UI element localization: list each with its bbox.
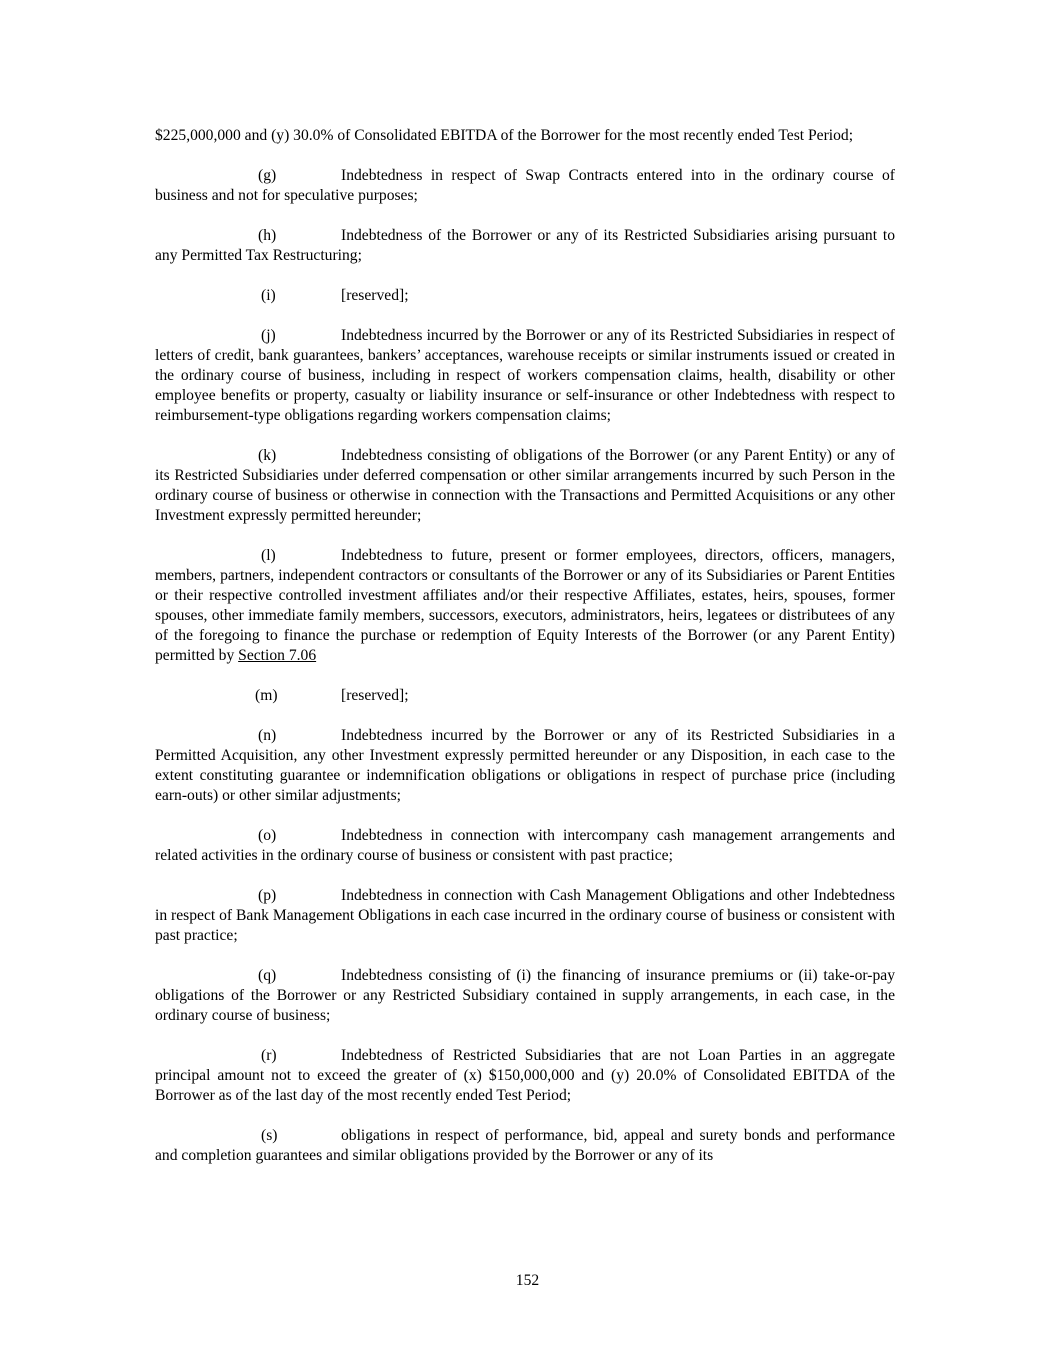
clause-label: (k) <box>258 447 277 464</box>
clause-q <box>155 966 895 1026</box>
clause-n <box>155 726 895 806</box>
clause-text: [reserved]; <box>341 287 409 304</box>
clause-label: (l) <box>261 547 276 564</box>
clause-text: Indebtedness of the Borrower or any of its Restricted Subsidiaries arising pursuant to any Permitted Tax Restructuring; <box>155 227 895 264</box>
clause-r <box>155 1046 895 1106</box>
clause-m <box>155 686 895 706</box>
clause-text: obligations in respect of performance, bid, appeal and surety bonds and performance and completion guarantees and similar obligations provided by the Borrower or any of its <box>155 1127 895 1164</box>
clause-label: (s) <box>261 1127 278 1144</box>
clause-h <box>155 226 895 266</box>
clause-label: (q) <box>258 967 277 984</box>
document-page <box>155 126 895 1186</box>
clause-label: (h) <box>258 227 277 244</box>
clause-label: (n) <box>258 727 277 744</box>
page-number: 152 <box>515 1272 540 1289</box>
clause-text: Indebtedness consisting of (i) the financing of insurance premiums or (ii) take-or-pay obligations of the Borrower or any Restricted Subsidiary contained in supply arrangements, in each case, in the ordinary course of business; <box>155 967 895 1024</box>
clause-text: Indebtedness to future, present or former employees, directors, officers, managers, members, partners, independent contractors or consultants of the Borrower or any of its Subsidiaries or Parent Entities or their respective controlled investment affiliates and/or their respective Affiliates, estates, heirs, spouses, former spouses, other immediate family members, successors, executors, administrators, heirs, legatees or distributees of any of the foregoing to finance the purchase or redemption of Equity Interests of the Borrower (or any Parent Entity) permitted by <box>155 547 895 664</box>
clause-text: Indebtedness in connection with intercompany cash management arrangements and related activities in the ordinary course of business or consistent with past practice; <box>155 827 895 864</box>
clause-label: (r) <box>261 1047 277 1064</box>
clause-text: Indebtedness of Restricted Subsidiaries that are not Loan Parties in an aggregate principal amount not to exceed the greater of (x) $150,000,000 and (y) 20.0% of Consolidated EBITDA of the Borrower as of the last day of the most recently ended Test Period; <box>155 1047 895 1104</box>
clause-label: (p) <box>258 887 277 904</box>
clause-text: Indebtedness incurred by the Borrower or any of its Restricted Subsidiaries in a Permitted Acquisition, any other Investment expressly permitted hereunder or any Disposition, in each case to the extent constituting guarantee or indemnification obligations or obligations in respect of purchase price (including earn-outs) or other similar adjustments; <box>155 727 895 804</box>
clause-p <box>155 886 895 946</box>
clause-i <box>155 286 895 306</box>
clause-label: (o) <box>258 827 277 844</box>
intro-paragraph: $225,000,000 and (y) 30.0% of Consolidated EBITDA of the Borrower for the most recently ended Test Period; <box>155 127 854 144</box>
clause-j <box>155 326 895 426</box>
clause-l <box>155 546 895 666</box>
clause-text: [reserved]; <box>341 687 409 704</box>
section-reference-link[interactable]: Section 7.06 <box>238 647 317 664</box>
clause-text: Indebtedness consisting of obligations of the Borrower (or any Parent Entity) or any of its Restricted Subsidiaries under deferred compensation or other similar arrangements incurred by such Person in the ordinary course of business or otherwise in connection with the Transactions and Permitted Acquisitions or any other Investment expressly permitted hereunder; <box>155 447 895 524</box>
clause-label: (g) <box>258 167 277 184</box>
clause-g <box>155 166 895 206</box>
clause-k <box>155 446 895 526</box>
clause-o <box>155 826 895 866</box>
clause-text: Indebtedness in respect of Swap Contracts entered into in the ordinary course of business and not for speculative purposes; <box>155 167 895 204</box>
clause-label: (m) <box>255 687 278 704</box>
clause-label: (j) <box>261 327 276 344</box>
clause-text: Indebtedness incurred by the Borrower or any of its Restricted Subsidiaries in respect of letters of credit, bank guarantees, bankers’ acceptances, warehouse receipts or similar instruments issued or created in the ordinary course of business, including in respect of workers compensation claims, health, disability or other employee benefits or property, casualty or liability insurance or self-insurance or other Indebtedness with respect to reimbursement-type obligations regarding workers compensation claims; <box>155 327 895 424</box>
clause-s <box>155 1126 895 1166</box>
clause-label: (i) <box>261 287 276 304</box>
clause-text: Indebtedness in connection with Cash Management Obligations and other Indebtedness in respect of Bank Management Obligations in each case incurred in the ordinary course of business or consistent with past practice; <box>155 887 895 944</box>
